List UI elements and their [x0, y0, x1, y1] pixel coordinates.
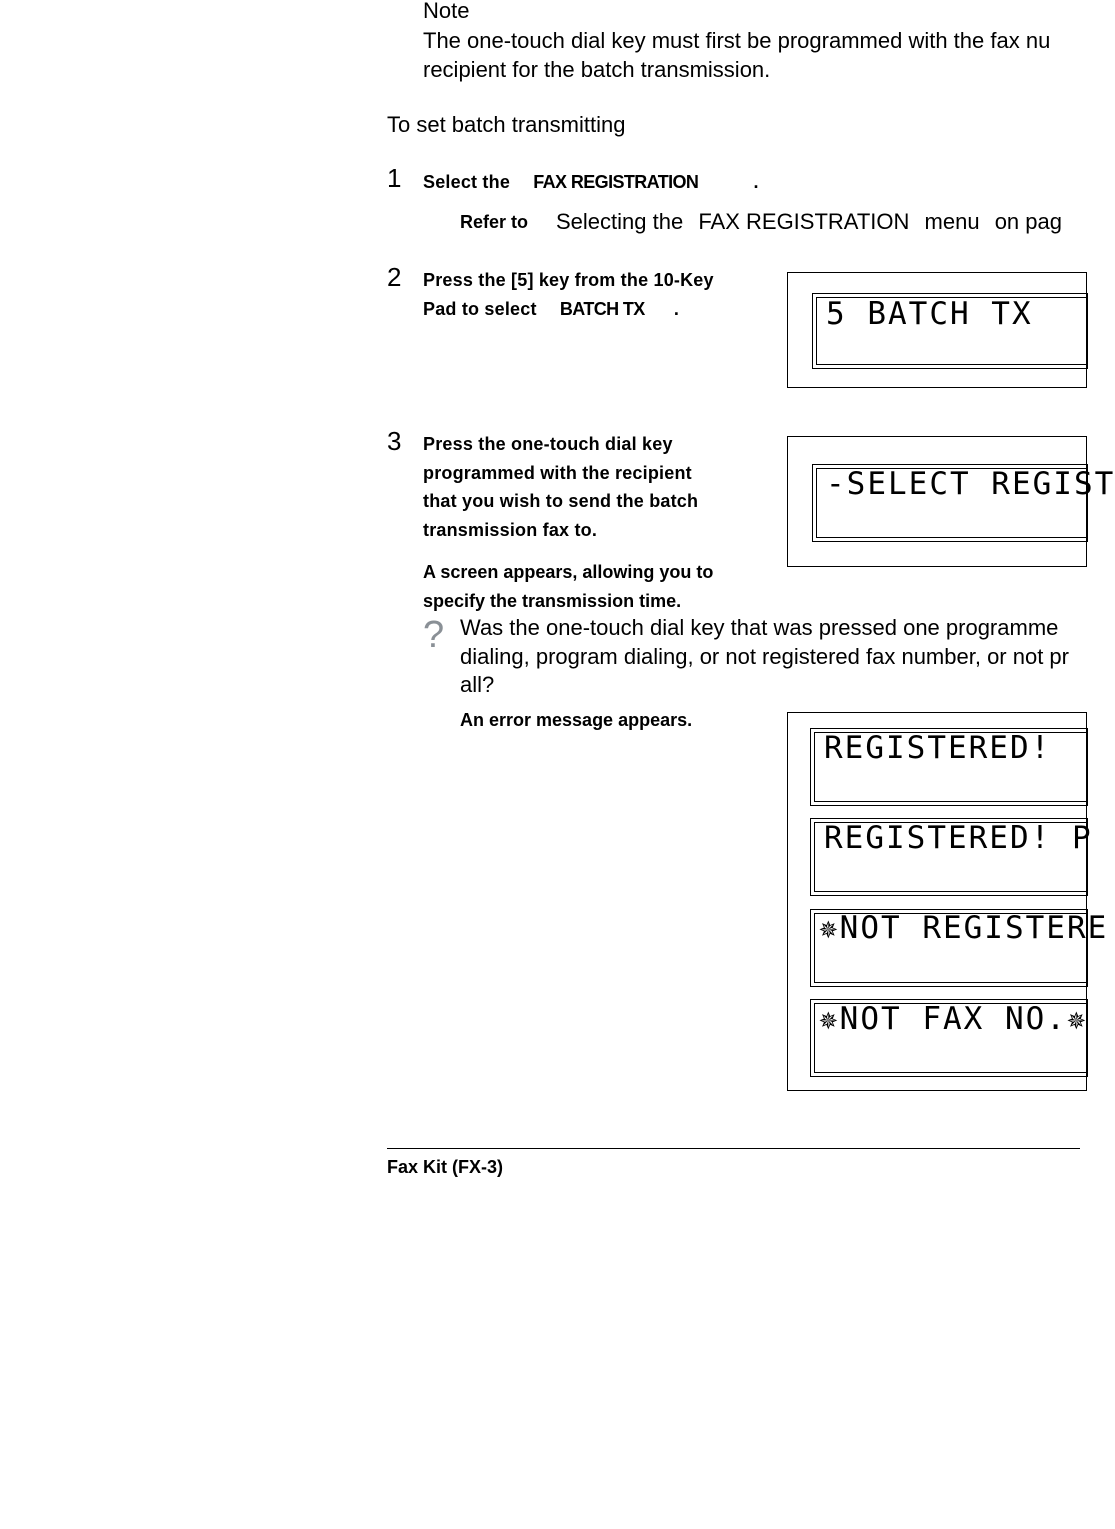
refer-text-part-3: menu [924, 209, 980, 234]
step-3-line-2: programmed with the recipient [423, 462, 692, 483]
note-body [423, 27, 1050, 84]
refer-text-part-4: on pag [994, 209, 1062, 234]
note-line-2: recipient for the batch transmission. [423, 56, 771, 82]
step-1-text-prefix: Select the [423, 172, 511, 192]
refer-text [556, 209, 1062, 235]
step-2-line-1: Press the [5] key from the 10-Key [423, 270, 714, 290]
step-3-line-1: Press the one-touch dial key [423, 434, 673, 454]
lcd-text-registered-p: REGISTERED! P [824, 820, 1093, 856]
section-heading: To set batch transmitting [387, 112, 626, 137]
footer-title: Fax Kit (FX-3) [387, 1157, 504, 1177]
step-1-number: 1 [387, 163, 402, 193]
footer-rule [387, 1148, 1080, 1149]
refer-label: Refer to [460, 212, 529, 232]
lcd-screen [810, 818, 1093, 896]
note-label: Note [423, 0, 470, 23]
lcd-screen [812, 293, 1088, 369]
step-3-number: 3 [387, 426, 402, 456]
lcd-text-registered: REGISTERED! [824, 730, 1052, 766]
step-3-result-line-2: specify the transmission time. [423, 590, 682, 611]
lcd-screen [810, 909, 1109, 987]
question-mark-icon: ? [423, 614, 445, 656]
step-3-result-line-1: A screen appears, allowing you to [423, 562, 714, 582]
step-2-text [423, 266, 714, 323]
question-line-3: all? [460, 672, 495, 697]
lcd-text-not-registered: ✵NOT REGISTERE [819, 910, 1109, 946]
lcd-screen [810, 728, 1088, 806]
step-2-line-2 [423, 295, 714, 324]
step-2-number: 2 [387, 262, 402, 292]
question-line-1: Was the one-touch dial key that was pressed one programme [460, 615, 1059, 640]
lcd-text-batch-tx: 5 BATCH TX [826, 296, 1033, 332]
refer-text-menu: FAX REGISTRATION [698, 209, 910, 234]
question-line-2: dialing, program dialing, or not registered fax number, or not pr [460, 643, 1069, 669]
step-1-menu-name: FAX REGISTRATION [533, 172, 699, 192]
lcd-text-not-fax-no: ✵NOT FAX NO.✵ [819, 1001, 1088, 1037]
lcd-display-frame [787, 272, 1087, 388]
note-line-1: The one-touch dial key must first be programmed with the fax nu [423, 28, 1051, 53]
step-3-line-4: transmission fax to. [423, 519, 598, 540]
step-3-text [423, 430, 698, 544]
step-1-text [423, 168, 759, 197]
lcd-screen [812, 464, 1115, 542]
lcd-text-select-regist: -SELECT REGIST [826, 466, 1115, 502]
step-2-line-2-prefix: Pad to select [423, 298, 537, 319]
lcd-screen [810, 999, 1088, 1077]
lcd-error-display-frame [787, 712, 1109, 1091]
step-2-menu-name: BATCH TX [559, 298, 645, 319]
lcd-display-frame [787, 436, 1115, 567]
refer-text-part-1: Selecting the [556, 209, 684, 234]
error-result-text: An error message appears. [460, 710, 693, 730]
step-2-line-2-suffix: . [673, 298, 680, 319]
question-text [460, 614, 1069, 700]
step-3-result [423, 558, 713, 615]
step-3-line-3: that you wish to send the batch [423, 491, 699, 511]
step-1-text-suffix: . [753, 172, 759, 192]
